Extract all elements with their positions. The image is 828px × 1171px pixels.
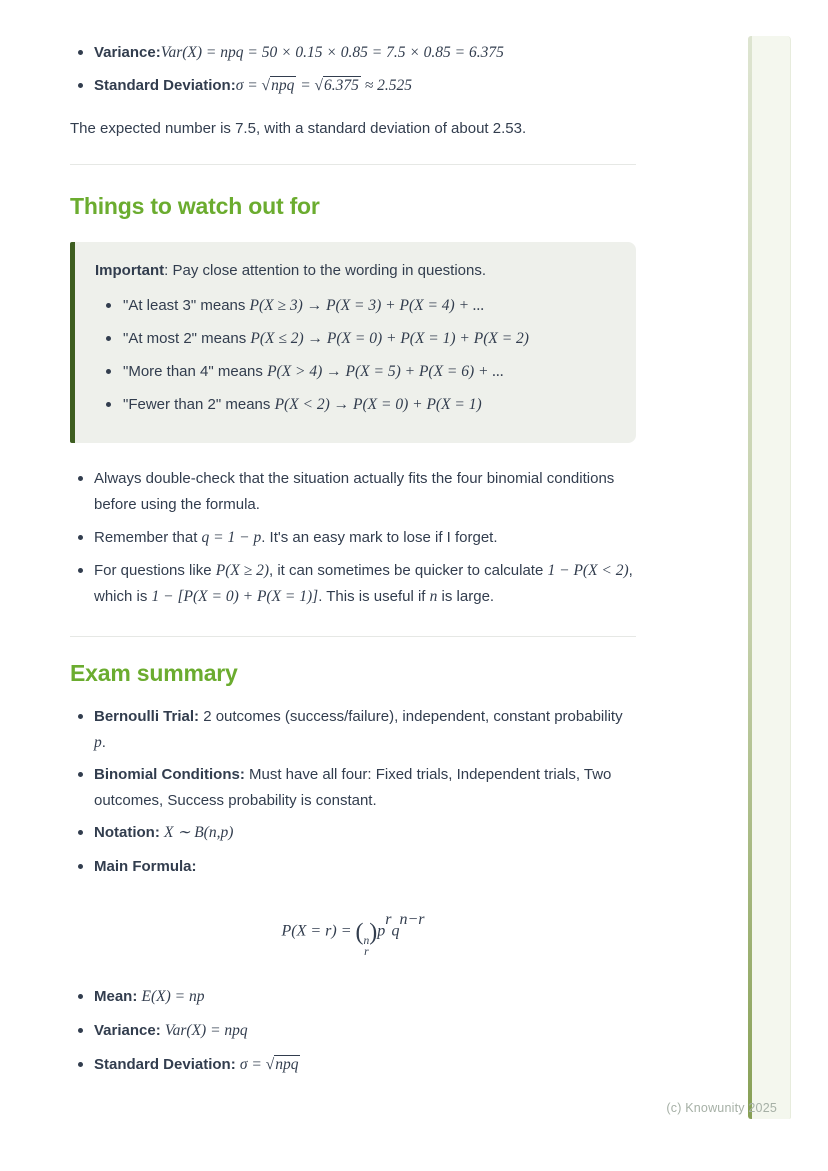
tip-complement: For questions like P(X ≥ 2), it can sometimes be quicker to calculate 1 − P(X < 2), which is 1 − [P(X = 0) + P(X = 1)]. This is useful if n is large. bbox=[70, 558, 636, 610]
variance-bullet bbox=[70, 40, 636, 66]
callout-title: Important: Pay close attention to the wording in questions. bbox=[95, 262, 487, 279]
callout-left-border bbox=[70, 242, 75, 443]
callout-item-fewer-than: "Fewer than 2" means P(X < 2) → P(X = 0) + P(X = 1) bbox=[95, 388, 612, 421]
section-heading-exam-summary: Exam summary bbox=[70, 660, 238, 686]
tip-double-check: Always double-check that the situation actually fits the four binomial conditions before using the formula. bbox=[70, 466, 636, 518]
summary-variance: Variance: Var(X) = npq bbox=[70, 1018, 636, 1044]
variance-formula: Var(X) = npq = 50 × 0.15 × 0.85 = 7.5 × 0.85 = 6.375 bbox=[160, 44, 504, 61]
sd-formula-pre: σ = bbox=[235, 77, 262, 94]
side-scrollbar-track[interactable] bbox=[748, 36, 791, 1119]
summary-mean: Mean: E(X) = np bbox=[70, 984, 636, 1010]
callout-item-at-least: "At least 3" means P(X ≥ 3) → P(X = 3) + P(X = 4) + ... bbox=[95, 289, 612, 322]
section-divider bbox=[70, 164, 636, 165]
bullet-label: Standard Deviation: bbox=[94, 77, 236, 94]
main-formula: P(X = r) = ( n r )$p^rq^{n-r}$ bbox=[281, 911, 425, 959]
sqrt-expression: √ 6.375 bbox=[315, 77, 361, 94]
side-scrollbar-edge bbox=[748, 36, 752, 1119]
section-divider bbox=[70, 636, 636, 637]
sqrt-expression: √ npq bbox=[262, 77, 297, 94]
bullet-label: Variance: bbox=[94, 44, 161, 61]
sqrt-expression: √ npq bbox=[266, 1056, 301, 1073]
std-dev-bullet: Standard Deviation:σ = √ npq = √ 6.375 ≈ 2.525 bbox=[70, 73, 636, 99]
summary-bernoulli: Bernoulli Trial: 2 outcomes (success/failure), independent, constant probability p. bbox=[70, 704, 636, 756]
summary-conditions: Binomial Conditions: Must have all four: Fixed trials, Independent trials, Two outcomes, Success probability is constant. bbox=[70, 762, 636, 814]
section-heading-watch-out: Things to watch out for bbox=[70, 193, 320, 219]
summary-main-formula-label: Main Formula: bbox=[70, 854, 636, 880]
callout-item-more-than: "More than 4" means P(X > 4) → P(X = 5) + P(X = 6) + ... bbox=[95, 355, 612, 388]
binomial-coefficient: n r bbox=[363, 935, 370, 959]
summary-notation: Notation: X ∼ B(n,p) bbox=[70, 820, 636, 846]
recap-paragraph: The expected number is 7.5, with a standard deviation of about 2.53. bbox=[70, 120, 527, 137]
copyright-footer: (c) Knowunity 2025 bbox=[666, 1101, 777, 1115]
summary-std-dev: Standard Deviation: σ = √ npq bbox=[70, 1052, 636, 1078]
callout-item-at-most: "At most 2" means P(X ≤ 2) → P(X = 0) + P(X = 1) + P(X = 2) bbox=[95, 322, 612, 355]
tip-remember-q: Remember that q = 1 − p. It's an easy mark to lose if I forget. bbox=[70, 525, 636, 551]
important-callout bbox=[70, 242, 636, 443]
